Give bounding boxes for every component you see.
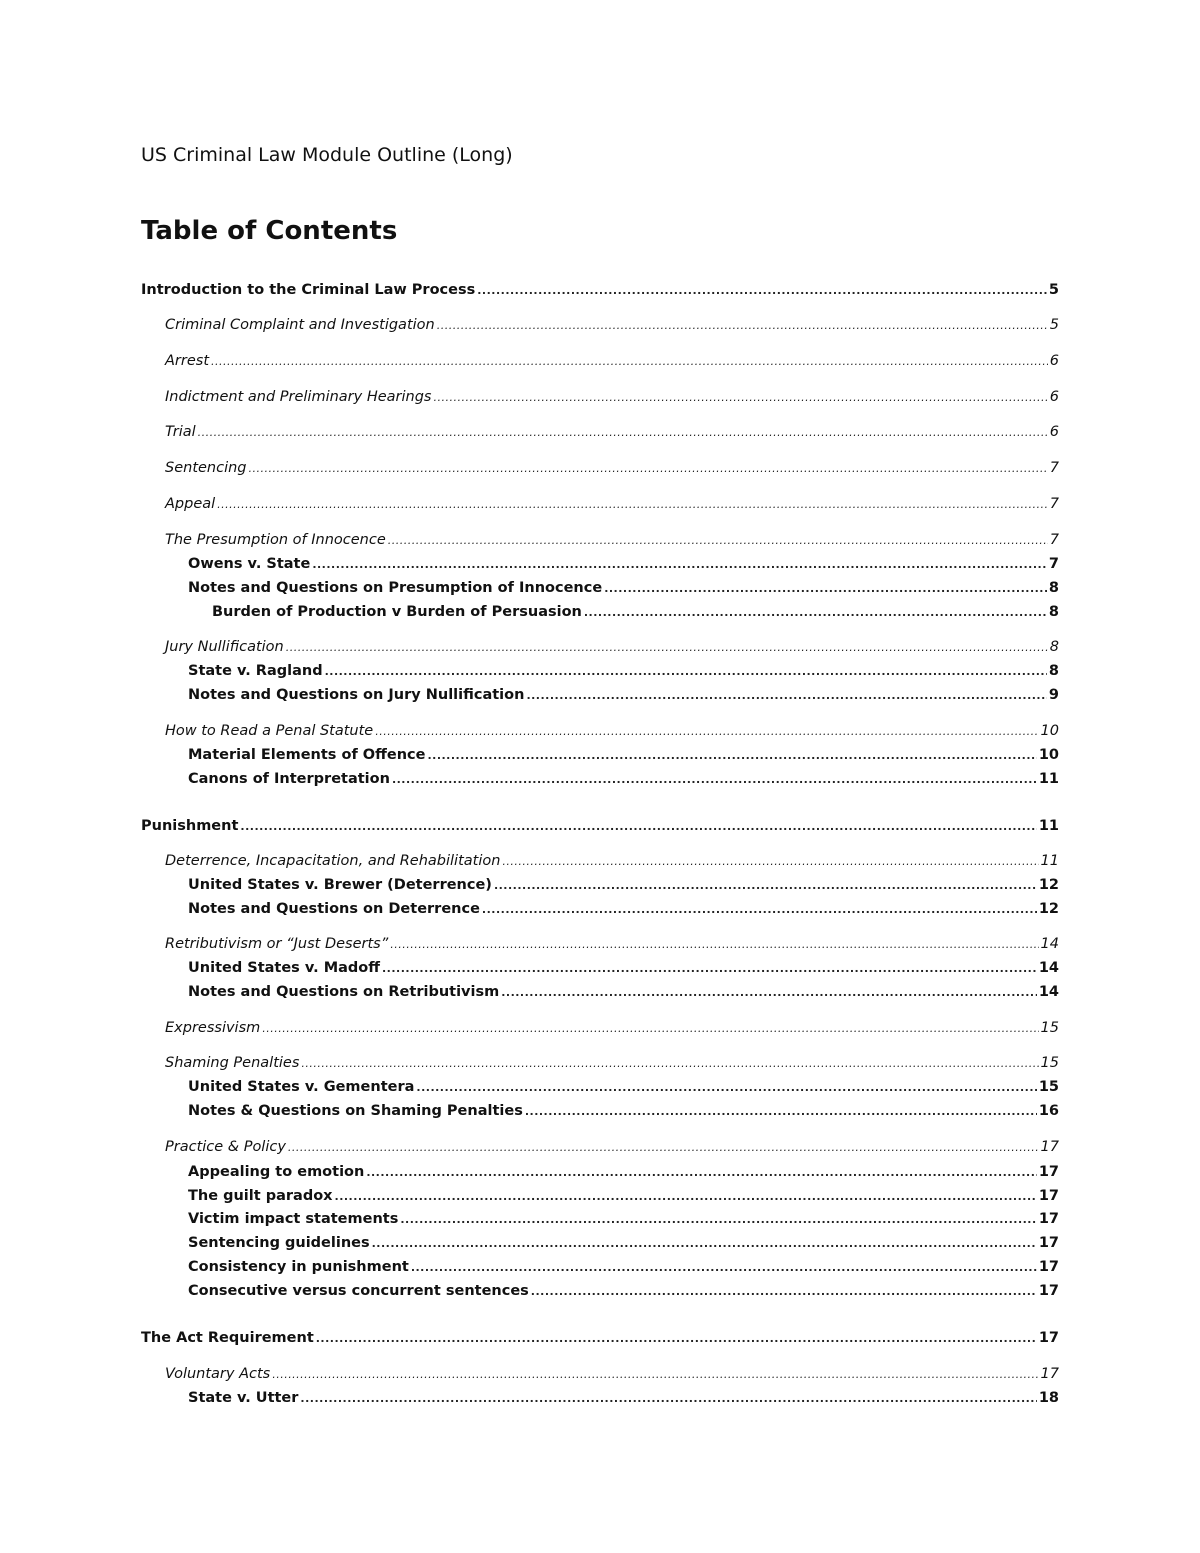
toc-dot-leader (286, 638, 1048, 658)
toc-entry-page: 17 (1038, 1283, 1059, 1299)
toc-entry-page: 11 (1038, 818, 1059, 834)
toc-entry-title: United States v. Madoff (188, 960, 380, 976)
toc-entry[interactable] (165, 387, 1059, 407)
toc-entry-title: Expressivism (165, 1020, 261, 1036)
toc-dot-leader (604, 579, 1047, 599)
toc-dot-leader (288, 1138, 1039, 1158)
toc-entry[interactable] (188, 578, 1059, 598)
toc-entry-page: 11 (1038, 771, 1059, 787)
toc-dot-leader (249, 459, 1048, 479)
toc-entry-page: 14 (1040, 936, 1059, 952)
toc-entry[interactable] (188, 685, 1059, 705)
toc-entry-title: Notes and Questions on Presumption of Innocence (188, 580, 603, 596)
toc-entry-title: The guilt paradox (188, 1188, 333, 1204)
toc-entry[interactable] (188, 1388, 1059, 1408)
toc-entry-title: Indictment and Preliminary Hearings (165, 389, 432, 405)
toc-entry-title: Punishment (141, 818, 239, 834)
toc-dot-leader (198, 423, 1048, 443)
toc-entry-page: 10 (1038, 747, 1059, 763)
toc-entry-title: Notes and Questions on Jury Nullification (188, 687, 525, 703)
toc-entry-title: Canons of Interpretation (188, 771, 390, 787)
toc-entry-title: Jury Nullification (165, 639, 284, 655)
toc-entry-page: 10 (1040, 723, 1059, 739)
toc-dot-leader (375, 722, 1038, 742)
toc-entry[interactable] (141, 1328, 1059, 1348)
toc-entry[interactable] (188, 1209, 1059, 1229)
toc-entry-page: 17 (1040, 1366, 1059, 1382)
toc-entry-page: 17 (1038, 1211, 1059, 1227)
toc-entry[interactable] (188, 899, 1059, 919)
toc-entry-page: 7 (1048, 556, 1059, 572)
toc-entry[interactable] (188, 554, 1059, 574)
toc-entry-page: 8 (1049, 639, 1059, 655)
toc-entry-title: How to Read a Penal Statute (165, 723, 374, 739)
toc-entry-title: Retributivism or “Just Deserts” (165, 936, 389, 952)
toc-entry[interactable] (188, 1162, 1059, 1182)
toc-entry[interactable] (165, 422, 1059, 442)
toc-entry[interactable] (165, 1137, 1059, 1157)
toc-entry-page: 14 (1038, 960, 1059, 976)
toc-entry[interactable] (165, 1018, 1059, 1038)
toc-entry-page: 15 (1040, 1055, 1059, 1071)
toc-entry-page: 7 (1049, 460, 1059, 476)
toc-dot-leader (416, 1078, 1036, 1098)
toc-entry-title: Consecutive versus concurrent sentences (188, 1283, 529, 1299)
toc-dot-leader (300, 1389, 1036, 1409)
toc-entry-title: Shaming Penalties (165, 1055, 300, 1071)
toc-entry-title: Trial (165, 424, 196, 440)
toc-entry[interactable] (165, 494, 1059, 514)
toc-entry-title: Notes & Questions on Shaming Penalties (188, 1103, 523, 1119)
toc-entry-page: 7 (1049, 496, 1059, 512)
toc-entry[interactable] (188, 661, 1059, 681)
toc-entry[interactable] (188, 745, 1059, 765)
toc-entry-page: 17 (1040, 1139, 1059, 1155)
toc-entry[interactable] (165, 458, 1059, 478)
toc-entry-page: 8 (1048, 604, 1059, 620)
toc-dot-leader (531, 1282, 1037, 1302)
toc-entry[interactable] (165, 851, 1059, 871)
toc-entry-page: 11 (1040, 853, 1059, 869)
toc-dot-leader (316, 1329, 1037, 1349)
toc-entry-page: 5 (1048, 282, 1059, 298)
toc-entry-title: United States v. Brewer (Deterrence) (188, 877, 492, 893)
toc-dot-leader (272, 1365, 1038, 1385)
toc-dot-leader (482, 900, 1037, 920)
toc-dot-leader (335, 1187, 1037, 1207)
toc-entry-page: 17 (1038, 1330, 1059, 1346)
toc-dot-leader (382, 959, 1037, 979)
toc-entry-page: 5 (1049, 317, 1059, 333)
toc-entry-title: Material Elements of Offence (188, 747, 426, 763)
toc-entry-title: Criminal Complaint and Investigation (165, 317, 435, 333)
toc-dot-leader (262, 1019, 1038, 1039)
toc-dot-leader (525, 1102, 1037, 1122)
toc-entry[interactable] (141, 280, 1059, 300)
toc-dot-leader (301, 1054, 1038, 1074)
toc-entry-title: Arrest (165, 353, 210, 369)
toc-entry-page: 17 (1038, 1188, 1059, 1204)
toc-entry[interactable] (212, 602, 1059, 622)
toc-dot-leader (366, 1163, 1036, 1183)
toc-dot-leader (584, 603, 1047, 623)
toc-entry-page: 8 (1048, 663, 1059, 679)
toc-entry[interactable] (165, 530, 1059, 550)
toc-entry-page: 6 (1049, 353, 1059, 369)
toc-entry[interactable] (141, 816, 1059, 836)
toc-entry[interactable] (188, 1101, 1059, 1121)
toc-entry[interactable] (165, 351, 1059, 371)
toc-entry-title: Sentencing (165, 460, 247, 476)
toc-dot-leader (388, 531, 1048, 551)
toc-entry-title: Owens v. State (188, 556, 311, 572)
toc-entry[interactable] (188, 1257, 1059, 1277)
toc-entry-title: Introduction to the Criminal Law Process (141, 282, 476, 298)
toc-entry-title: Voluntary Acts (165, 1366, 271, 1382)
toc-dot-leader (501, 983, 1037, 1003)
toc-dot-leader (372, 1234, 1037, 1254)
toc-entry-page: 12 (1038, 901, 1059, 917)
toc-entry-title: Consistency in punishment (188, 1259, 409, 1275)
toc-entry-title: Deterrence, Incapacitation, and Rehabilitation (165, 853, 501, 869)
toc-entry-page: 6 (1049, 389, 1059, 405)
toc-entry-title: Notes and Questions on Deterrence (188, 901, 480, 917)
toc-dot-leader (437, 316, 1048, 336)
toc-entry-title: Notes and Questions on Retributivism (188, 984, 500, 1000)
toc-entry[interactable] (188, 1233, 1059, 1253)
toc-entry-title: Victim impact statements (188, 1211, 399, 1227)
toc-dot-leader (434, 388, 1048, 408)
toc-entry[interactable] (165, 721, 1059, 741)
toc-entry[interactable] (165, 1053, 1059, 1073)
toc-dot-leader (390, 935, 1038, 955)
toc-dot-leader (211, 352, 1048, 372)
toc-entry[interactable] (188, 875, 1059, 895)
toc-entry-page: 14 (1038, 984, 1059, 1000)
toc-entry-page: 16 (1038, 1103, 1059, 1119)
toc-entry-title: Sentencing guidelines (188, 1235, 370, 1251)
toc-entry[interactable] (165, 934, 1059, 954)
toc-entry-page: 8 (1048, 580, 1059, 596)
toc-entry-title: Practice & Policy (165, 1139, 286, 1155)
toc-entry-page: 6 (1049, 424, 1059, 440)
toc-dot-leader (240, 817, 1036, 837)
toc-dot-leader (325, 662, 1047, 682)
toc-entry-page: 15 (1038, 1079, 1059, 1095)
toc-dot-leader (400, 1210, 1036, 1230)
toc-entry[interactable] (188, 958, 1059, 978)
toc-entry[interactable] (188, 1281, 1059, 1301)
toc-dot-leader (411, 1258, 1037, 1278)
toc-entry[interactable] (188, 1077, 1059, 1097)
toc-entry[interactable] (165, 1364, 1059, 1384)
toc-entry[interactable] (188, 982, 1059, 1002)
toc-entry-page: 9 (1048, 687, 1059, 703)
document-title: US Criminal Law Module Outline (Long) (141, 144, 513, 166)
toc-entry-page: 7 (1049, 532, 1059, 548)
toc-dot-leader (312, 555, 1047, 575)
toc-dot-leader (494, 876, 1037, 896)
toc-dot-leader (502, 852, 1038, 872)
toc-dot-leader (217, 495, 1048, 515)
toc-entry[interactable] (188, 769, 1059, 789)
toc-entry[interactable] (188, 1186, 1059, 1206)
toc-entry-title: The Act Requirement (141, 1330, 314, 1346)
toc-entry-page: 17 (1038, 1235, 1059, 1251)
toc-entry-page: 17 (1038, 1164, 1059, 1180)
toc-entry-title: State v. Utter (188, 1390, 299, 1406)
toc-entry-title: State v. Ragland (188, 663, 323, 679)
toc-entry[interactable] (165, 315, 1059, 335)
toc-entry-title: United States v. Gementera (188, 1079, 415, 1095)
toc-entry-page: 17 (1038, 1259, 1059, 1275)
toc-heading: Table of Contents (141, 216, 398, 246)
toc-entry-page: 18 (1038, 1390, 1059, 1406)
toc-dot-leader (427, 746, 1036, 766)
toc-entry-title: The Presumption of Innocence (165, 532, 386, 548)
toc-dot-leader (526, 686, 1046, 706)
toc-entry-page: 15 (1040, 1020, 1059, 1036)
toc-entry-title: Appeal (165, 496, 216, 512)
toc-dot-leader (477, 281, 1047, 301)
toc-dot-leader (392, 770, 1037, 790)
toc-entry-title: Burden of Production v Burden of Persuasion (212, 604, 582, 620)
toc-entry-title: Appealing to emotion (188, 1164, 365, 1180)
toc-entry[interactable] (165, 637, 1059, 657)
toc-entry-page: 12 (1038, 877, 1059, 893)
